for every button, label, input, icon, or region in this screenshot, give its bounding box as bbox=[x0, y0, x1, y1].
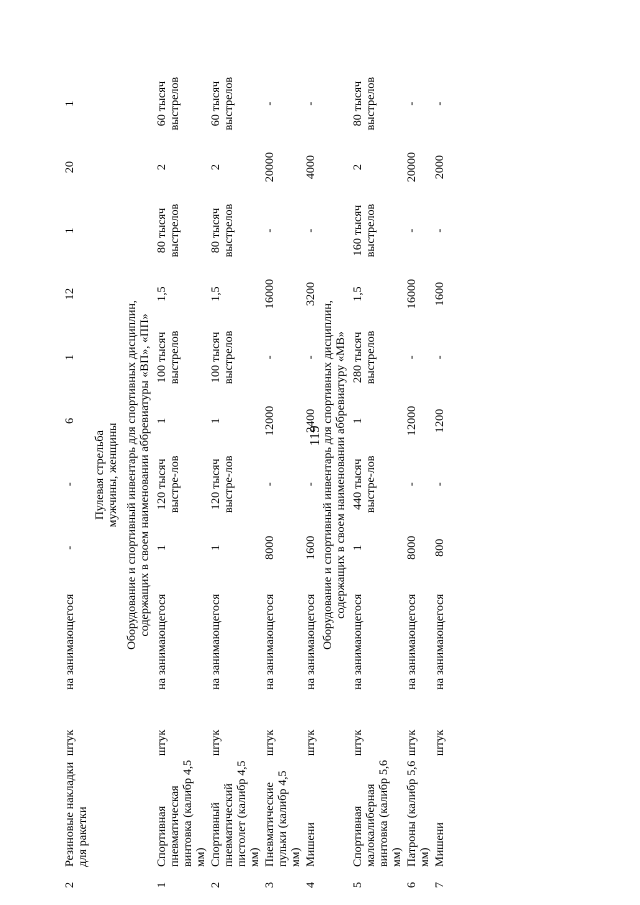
qty-stage-2: 1 bbox=[154, 417, 168, 424]
unit: штук bbox=[62, 729, 76, 756]
qty-stage-2: 2400 bbox=[303, 408, 317, 433]
per-unit: на занимающегося bbox=[350, 593, 364, 690]
unit: штук bbox=[432, 729, 446, 756]
qty-stage-4: 2 bbox=[154, 164, 168, 171]
qty-stage-1: 8000 bbox=[262, 535, 276, 560]
table-row bbox=[350, 60, 404, 890]
life-stage-1: - bbox=[404, 482, 418, 487]
life-stage-4: 60 тысяч выстрелов bbox=[208, 76, 235, 131]
qty-stage-2: 1 bbox=[350, 417, 364, 424]
life-stage-2: - bbox=[262, 355, 276, 360]
life-stage-3: 160 тысяч выстрелов bbox=[350, 203, 377, 258]
qty-stage-3: 16000 bbox=[404, 279, 418, 309]
qty-stage-2: 1200 bbox=[432, 408, 446, 433]
life-stage-2: 1 bbox=[62, 354, 76, 361]
life-stage-4: - bbox=[432, 101, 446, 106]
qty-stage-1: 800 bbox=[432, 538, 446, 557]
life-stage-1: 120 тысяч выстре-лов bbox=[154, 455, 181, 513]
equipment-table bbox=[62, 60, 447, 890]
qty-stage-3: 12 bbox=[62, 288, 76, 300]
per-unit: на занимающегося bbox=[262, 593, 276, 690]
section-heading-row bbox=[122, 60, 154, 890]
qty-stage-4: 2 bbox=[350, 164, 364, 171]
section-heading: Оборудование и спортивный инвентарь для спортивных дисциплин, содержащих в своем наименовании аббревиатуру «МВ» bbox=[320, 300, 347, 650]
item-name: Спортивная пневматическая винтовка (калибр 4,5 мм) bbox=[154, 760, 207, 867]
life-stage-3: - bbox=[432, 228, 446, 233]
life-stage-1: - bbox=[62, 482, 76, 487]
life-stage-4: 1 bbox=[62, 100, 76, 107]
life-stage-1: - bbox=[262, 482, 276, 487]
section-heading: Пулевая стрельба мужчины, женщины bbox=[92, 422, 119, 528]
qty-stage-3: 1,5 bbox=[350, 286, 364, 302]
table-row bbox=[404, 60, 432, 890]
row-number: 6 bbox=[404, 882, 418, 888]
life-stage-1: - bbox=[303, 482, 317, 487]
section-heading-row bbox=[318, 60, 350, 890]
qty-stage-4: 20 bbox=[62, 161, 76, 174]
life-stage-4: 80 тысяч выстрелов bbox=[350, 76, 377, 131]
table-row bbox=[432, 60, 447, 890]
qty-stage-3: 1,5 bbox=[154, 286, 168, 302]
life-stage-4: - bbox=[262, 101, 276, 106]
qty-stage-1: 1 bbox=[208, 544, 222, 551]
qty-stage-3: 3200 bbox=[303, 282, 317, 306]
table-row bbox=[262, 60, 303, 890]
qty-stage-2: 12000 bbox=[262, 405, 276, 436]
life-stage-3: 80 тысяч выстрелов bbox=[154, 203, 181, 258]
life-stage-1: 120 тысяч выстре-лов bbox=[208, 455, 235, 513]
qty-stage-4: 20000 bbox=[262, 152, 276, 183]
per-unit: на занимающегося bbox=[404, 593, 418, 690]
qty-stage-2: 6 bbox=[62, 417, 76, 424]
qty-stage-1: 1 bbox=[350, 544, 364, 551]
table-row bbox=[154, 60, 208, 890]
life-stage-3: - bbox=[303, 228, 317, 233]
section-heading-row bbox=[90, 60, 122, 890]
qty-stage-1: 8000 bbox=[404, 535, 418, 560]
unit: штук bbox=[303, 729, 317, 756]
item-name: Мишени bbox=[303, 822, 317, 867]
item-name: Спортивная малокалиберная винтовка (калибр 5,6 мм) bbox=[350, 760, 403, 867]
life-stage-3: 1 bbox=[62, 227, 76, 234]
qty-stage-3: 1600 bbox=[432, 282, 446, 306]
item-name: Резиновые накладки для ракетки bbox=[62, 761, 89, 867]
qty-stage-4: 20000 bbox=[404, 152, 418, 183]
item-name: Патроны (калибр 5,6 мм) bbox=[404, 760, 431, 867]
unit: штук bbox=[208, 729, 222, 756]
item-name: Мишени bbox=[432, 822, 446, 867]
rotated-table-container bbox=[62, 60, 482, 890]
life-stage-4: - bbox=[404, 101, 418, 106]
qty-stage-2: 12000 bbox=[404, 405, 418, 436]
per-unit: на занимающегося bbox=[62, 593, 76, 690]
life-stage-2: 100 тысяч выстрелов bbox=[208, 330, 235, 385]
row-number: 5 bbox=[350, 882, 364, 888]
life-stage-3: 80 тысяч выстрелов bbox=[208, 203, 235, 258]
life-stage-3: - bbox=[262, 228, 276, 233]
life-stage-4: 60 тысяч выстрелов bbox=[154, 76, 181, 131]
life-stage-1: 440 тысяч выстре-лов bbox=[350, 455, 377, 513]
life-stage-2: 280 тысяч выстрелов bbox=[350, 330, 377, 385]
qty-stage-2: 1 bbox=[208, 417, 222, 424]
life-stage-2: 100 тысяч выстрелов bbox=[154, 330, 181, 385]
item-name: Пневматические пульки (калибр 4,5 мм) bbox=[262, 770, 302, 867]
life-stage-2: - bbox=[432, 355, 446, 360]
qty-stage-4: 2000 bbox=[432, 155, 446, 180]
row-number: 2 bbox=[62, 882, 76, 888]
unit: штук bbox=[154, 729, 168, 756]
per-unit: на занимающегося bbox=[208, 593, 222, 690]
qty-stage-4: 2 bbox=[208, 164, 222, 171]
per-unit: на занимающегося bbox=[303, 593, 317, 690]
qty-stage-4: 4000 bbox=[303, 155, 317, 180]
qty-stage-1: - bbox=[62, 545, 76, 550]
row-number: 1 bbox=[154, 882, 168, 888]
row-number: 4 bbox=[303, 882, 317, 888]
life-stage-2: - bbox=[303, 355, 317, 360]
life-stage-4: - bbox=[303, 101, 317, 106]
unit: штук bbox=[262, 729, 276, 756]
unit: штук bbox=[404, 729, 418, 756]
per-unit: на занимающегося bbox=[432, 593, 446, 690]
row-number: 3 bbox=[262, 882, 276, 888]
qty-stage-3: 1,5 bbox=[208, 286, 222, 302]
per-unit: на занимающегося bbox=[154, 593, 168, 690]
section-heading: Оборудование и спортивный инвентарь для спортивных дисциплин, содержащих в своем наименовании аббревиатуры «ВП», «ПП» bbox=[124, 300, 151, 650]
row-number: 2 bbox=[208, 882, 222, 888]
life-stage-3: - bbox=[404, 228, 418, 233]
table-row bbox=[303, 60, 318, 890]
item-name: Спортивный пневматический пистолет (калибр 4,5 мм) bbox=[208, 760, 261, 867]
row-number: 7 bbox=[432, 882, 446, 888]
table-row bbox=[208, 60, 262, 890]
table-body bbox=[62, 60, 447, 890]
table-row bbox=[62, 60, 90, 890]
qty-stage-3: 16000 bbox=[262, 279, 276, 309]
life-stage-2: - bbox=[404, 355, 418, 360]
qty-stage-1: 1 bbox=[154, 544, 168, 551]
unit: штук bbox=[350, 729, 364, 756]
life-stage-1: - bbox=[432, 482, 446, 487]
page-number: 119 bbox=[308, 425, 323, 446]
qty-stage-1: 1600 bbox=[303, 535, 317, 560]
